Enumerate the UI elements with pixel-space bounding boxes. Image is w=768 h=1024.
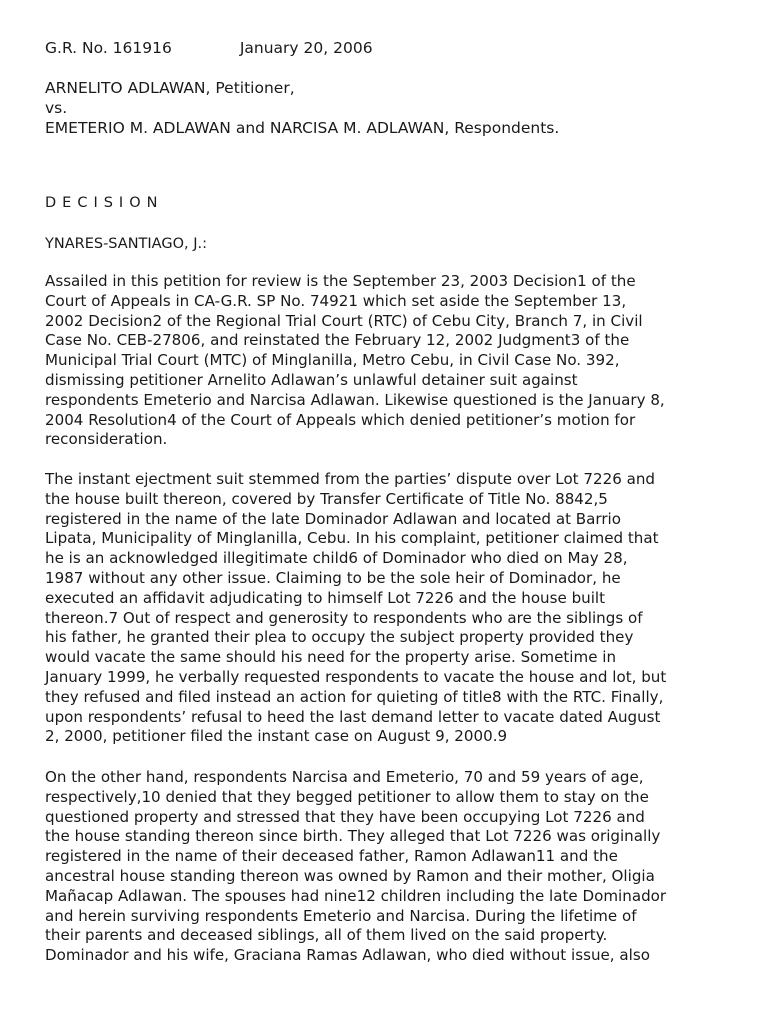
respondents-role: , Respondents. [444, 119, 560, 137]
decision-heading: DECISION [45, 195, 164, 211]
case-parties [45, 78, 559, 138]
paragraph-line: 2002 Decision2 of the Regional Trial Court (RTC) of Cebu City, Branch 7, in Civil [45, 311, 643, 330]
petitioner-role: , Petitioner, [205, 79, 295, 97]
paragraph-line: Municipal Trial Court (MTC) of Minglanilla, Metro Cebu, in Civil Case No. 392, [45, 351, 620, 370]
decision-date: January 20, 2006 [239, 39, 373, 57]
versus-line [45, 98, 559, 118]
paragraph-line: Lipata, Municipality of Minglanilla, Cebu. In his complaint, petitioner claimed that [45, 529, 659, 548]
gr-number: G.R. No. 161916 [45, 39, 172, 57]
paragraph-line: Mañacap Adlawan. The spouses had nine12 children including the late Dominador [45, 886, 667, 905]
paragraph-line: would vacate the same should his need for the property arise. Sometime in [45, 648, 617, 667]
paragraph-line: respondents Emeterio and Narcisa Adlawan. Likewise questioned is the January 8, [45, 390, 665, 409]
respondent-2-name: NARCISA M. ADLAWAN [269, 119, 445, 137]
paragraph-line: he is an acknowledged illegitimate child6 of Dominador who died on May 28, [45, 549, 628, 568]
paragraph-line: upon respondents’ refusal to heed the last demand letter to vacate dated August [45, 707, 661, 726]
versus-text: vs. [45, 99, 68, 117]
paragraph-line: Case No. CEB-27806, and reinstated the February 12, 2002 Judgment3 of the [45, 331, 630, 350]
paragraph-line: reconsideration. [45, 430, 168, 449]
paragraph-line: registered in the name of their deceased father, Ramon Adlawan11 and the [45, 847, 618, 866]
paragraph-line: dismissing petitioner Arnelito Adlawan’s unlawful detainer suit against [45, 370, 578, 389]
case-header [45, 38, 373, 58]
paragraph-line: questioned property and stressed that they have been occupying Lot 7226 and [45, 807, 645, 826]
paragraph-line: 1987 without any other issue. Claiming to be the sole heir of Dominador, he [45, 568, 621, 587]
paragraph-line: On the other hand, respondents Narcisa and Emeterio, 70 and 59 years of age, [45, 768, 644, 786]
paragraph-line: The instant ejectment suit stemmed from the parties’ dispute over Lot 7226 and [45, 470, 656, 488]
paragraph-line: January 1999, he verbally requested respondents to vacate the house and lot, but [45, 667, 667, 686]
paragraph-line: the house built thereon, covered by Transfer Certificate of Title No. 8842,5 [45, 489, 608, 508]
paragraph-line: ancestral house standing thereon was owned by Ramon and their mother, Oligia [45, 866, 655, 885]
paragraph-line: Dominador and his wife, Graciana Ramas Adlawan, who died without issue, also [45, 946, 650, 965]
conjunction-text: and [230, 119, 270, 137]
paragraph-1 [45, 272, 735, 450]
paragraph-3 [45, 768, 735, 966]
paragraph-line: his father, he granted their plea to occupy the subject property provided they [45, 628, 634, 647]
paragraph-2 [45, 470, 735, 747]
petitioner-line [45, 78, 559, 98]
paragraph-line: the house standing thereon since birth. They alleged that Lot 7226 was originally [45, 827, 661, 846]
paragraph-line: and herein surviving respondents Emeterio and Narcisa. During the lifetime of [45, 906, 637, 925]
paragraph-line: respectively,10 denied that they begged petitioner to allow them to stay on the [45, 787, 649, 806]
paragraph-line: registered in the name of the late Dominador Adlawan and located at Barrio [45, 509, 621, 528]
respondents-line [45, 118, 559, 138]
paragraph-line: thereon.7 Out of respect and generosity to respondents who are the siblings of [45, 608, 643, 627]
paragraph-line: executed an affidavit adjudicating to himself Lot 7226 and the house built [45, 588, 606, 607]
petitioner-name: ARNELITO ADLAWAN [45, 79, 206, 97]
paragraph-line: Assailed in this petition for review is the September 23, 2003 Decision1 of the [45, 272, 636, 290]
ponente-line: YNARES-SANTIAGO, J.: [45, 236, 207, 252]
paragraph-line: 2004 Resolution4 of the Court of Appeals which denied petitioner’s motion for [45, 410, 636, 429]
paragraph-line: Court of Appeals in CA-G.R. SP No. 74921 which set aside the September 13, [45, 291, 627, 310]
respondent-1-name: EMETERIO M. ADLAWAN [45, 119, 231, 137]
paragraph-line: they refused and filed instead an action for quieting of title8 with the RTC. Finally, [45, 687, 664, 706]
paragraph-line: their parents and deceased siblings, all of them lived on the said property. [45, 926, 608, 945]
paragraph-line: 2, 2000, petitioner filed the instant case on August 9, 2000.9 [45, 727, 508, 746]
